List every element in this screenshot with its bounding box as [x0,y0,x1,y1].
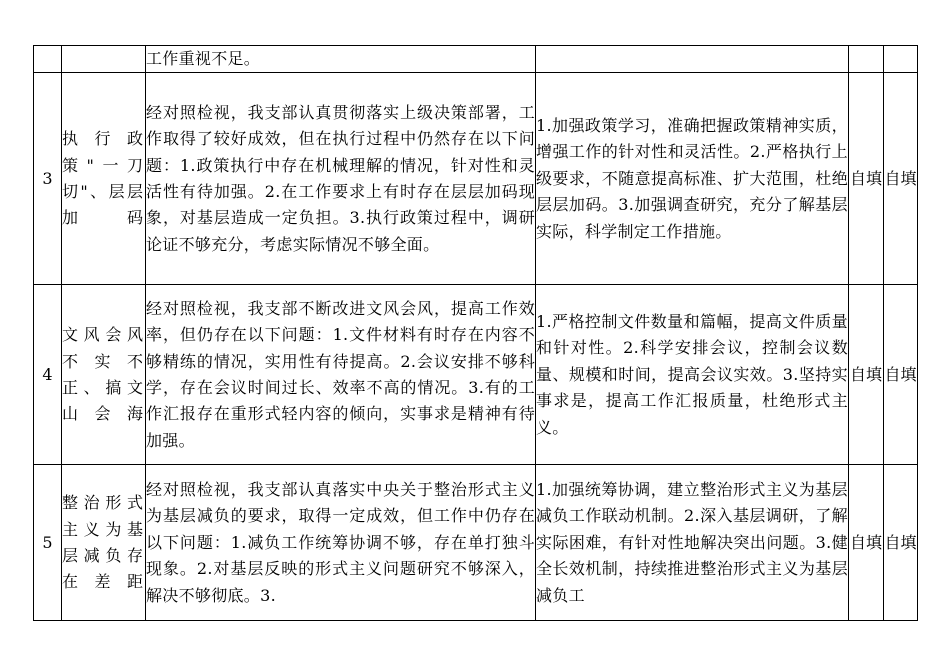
table-row [34,285,918,465]
fill-cell: 自填 [849,285,884,465]
row-number: 3 [34,73,62,285]
table-row [34,46,918,73]
table-row [34,465,918,621]
issue-cell [62,46,146,73]
issue-cell: 执行政策"一刀切"、层层加码 [62,73,146,285]
table-row [34,73,918,285]
rectification-measures: 1.加强统筹协调，建立整治形式主义为基层减负工作联动机制。2.深入基层调研，了解实际困难，有针对性地解决突出问题。3.健全长效机制，持续推进整治形式主义为基层减负工 [536,465,849,621]
issue-cell: 文风会风不实不正、搞文山会海 [62,285,146,465]
rectification-measures: 1.严格控制文件数量和篇幅，提高文件质量和针对性。2.科学安排会议，控制会议数量、规模和时间，提高会议实效。3.坚持实事求是，提高工作汇报质量，杜绝形式主义。 [536,285,849,465]
fill-cell: 自填 [849,73,884,285]
fill-cell [884,46,918,73]
rectification-table [33,45,918,621]
row-number: 4 [34,285,62,465]
fill-cell: 自填 [884,73,918,285]
rectification-measures: 1.加强政策学习，准确把握政策精神实质，增强工作的针对性和灵活性。2.严格执行上级要求，不随意提高标准、扩大范围，杜绝层层加码。3.加强调查研究，充分了解基层实际，科学制定工作措施。 [536,73,849,285]
problem-description: 工作重视不足。 [146,46,536,73]
fill-cell: 自填 [884,285,918,465]
fill-cell: 自填 [884,465,918,621]
fill-cell: 自填 [849,465,884,621]
problem-description: 经对照检视，我支部认真落实中央关于整治形式主义为基层减负的要求，取得一定成效，但工作中仍存在以下问题：1.减负工作统筹协调不够，存在单打独斗现象。2.对基层反映的形式主义问题研究不够深入，解决不够彻底。3. [146,465,536,621]
row-number: 5 [34,465,62,621]
problem-description: 经对照检视，我支部认真贯彻落实上级决策部署，工作取得了较好成效，但在执行过程中仍然存在以下问题：1.政策执行中存在机械理解的情况，针对性和灵活性有待加强。2.在工作要求上有时存在层层加码现象，对基层造成一定负担。3.执行政策过程中，调研论证不够充分，考虑实际情况不够全面。 [146,73,536,285]
problem-description: 经对照检视，我支部不断改进文风会风，提高工作效率，但仍存在以下问题：1.文件材料有时存在内容不够精练的情况，实用性有待提高。2.会议安排不够科学，存在会议时间过长、效率不高的情况。3.有的工作汇报存在重形式轻内容的倾向，实事求是精神有待加强。 [146,285,536,465]
rectification-measures [536,46,849,73]
row-number [34,46,62,73]
fill-cell [849,46,884,73]
issue-cell: 整治形式主义为基层减负存在差距 [62,465,146,621]
